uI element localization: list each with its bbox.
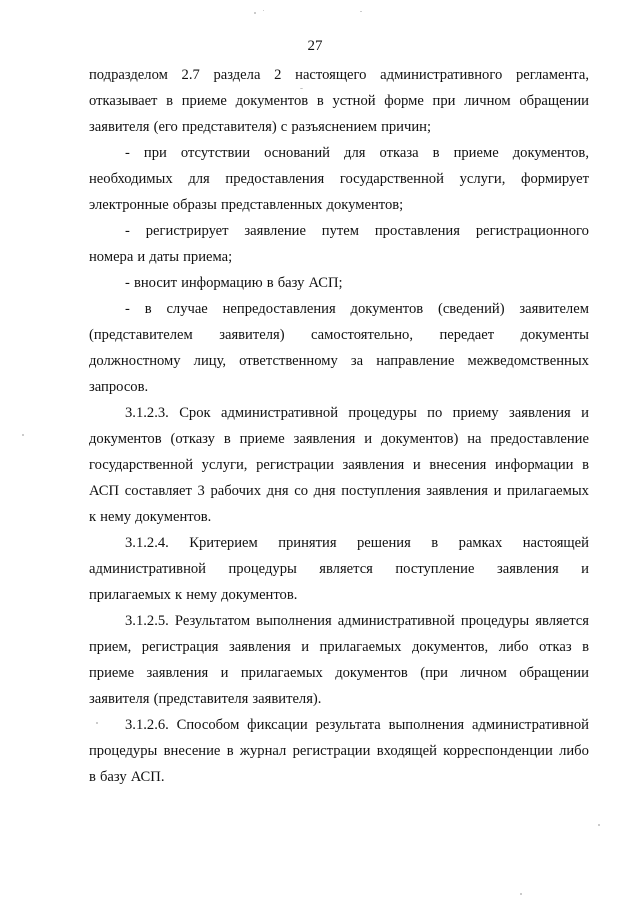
text-line: государственной услуги, регистрации заявления и внесения информации в (89, 457, 589, 473)
paragraph (89, 296, 589, 400)
text-line: административной процедуры является поступление заявления и (89, 561, 589, 577)
text-line: процедуры внесение в журнал регистрации входящей корреспонденции либо (89, 743, 589, 759)
text-line: заявителя (его представителя) с разъяснением причин; (89, 119, 431, 135)
paragraph (89, 530, 589, 608)
text-line: приеме заявления и прилагаемых документов (при личном обращении (89, 665, 589, 681)
scan-speck (598, 824, 600, 826)
scan-speck (254, 12, 256, 14)
text-line: - вносит информацию в базу АСП; (125, 275, 343, 291)
text-line: подразделом 2.7 раздела 2 настоящего административного регламента, (89, 67, 589, 83)
text-line: необходимых для предоставления государственной услуги, формирует (89, 171, 589, 187)
text-line: 3.1.2.3. Срок административной процедуры по приему заявления и (125, 405, 589, 421)
paragraph (89, 140, 589, 218)
text-line: к нему документов. (89, 509, 212, 525)
text-line: запросов. (89, 379, 149, 395)
text-line: 3.1.2.6. Способом фиксации результата выполнения административной (125, 717, 589, 733)
text-line: электронные образы представленных документов; (89, 197, 404, 213)
scan-speck (520, 893, 522, 895)
scan-speck (22, 434, 24, 436)
text-line: заявителя (представителя заявителя). (89, 691, 322, 707)
text-line: - при отсутствии оснований для отказа в приеме документов, (125, 145, 589, 161)
text-line: в базу АСП. (89, 769, 165, 785)
scan-speck (300, 88, 303, 89)
scan-speck (263, 10, 264, 11)
text-line: прилагаемых к нему документов. (89, 587, 298, 603)
text-line: должностному лицу, ответственному за направление межведомственных (89, 353, 589, 369)
text-line: 3.1.2.5. Результатом выполнения административной процедуры является (125, 613, 589, 629)
text-line: (представителем заявителя) самостоятельно, передает документы (89, 327, 589, 343)
scan-speck (360, 11, 362, 12)
text-line: отказывает в приеме документов в устной форме при личном обращении (89, 93, 589, 109)
paragraph (89, 270, 589, 296)
text-line: АСП составляет 3 рабочих дня со дня поступления заявления и прилагаемых (89, 483, 589, 499)
paragraph (89, 62, 589, 140)
paragraph (89, 400, 589, 530)
body-text (89, 62, 589, 790)
text-line: прием, регистрация заявления и прилагаемых документов, либо отказ в (89, 639, 589, 655)
text-line: - в случае непредоставления документов (сведений) заявителем (125, 301, 589, 317)
text-line: номера и даты приема; (89, 249, 233, 265)
text-line: документов (отказу в приеме заявления и документов) на предоставление (89, 431, 589, 447)
paragraph (89, 218, 589, 270)
page-number: 27 (307, 38, 323, 54)
paragraph (89, 608, 589, 712)
text-line: 3.1.2.4. Критерием принятия решения в рамках настоящей (125, 535, 589, 551)
paragraph (89, 712, 589, 790)
text-line: - регистрирует заявление путем проставления регистрационного (125, 223, 589, 239)
scan-speck (96, 722, 98, 724)
